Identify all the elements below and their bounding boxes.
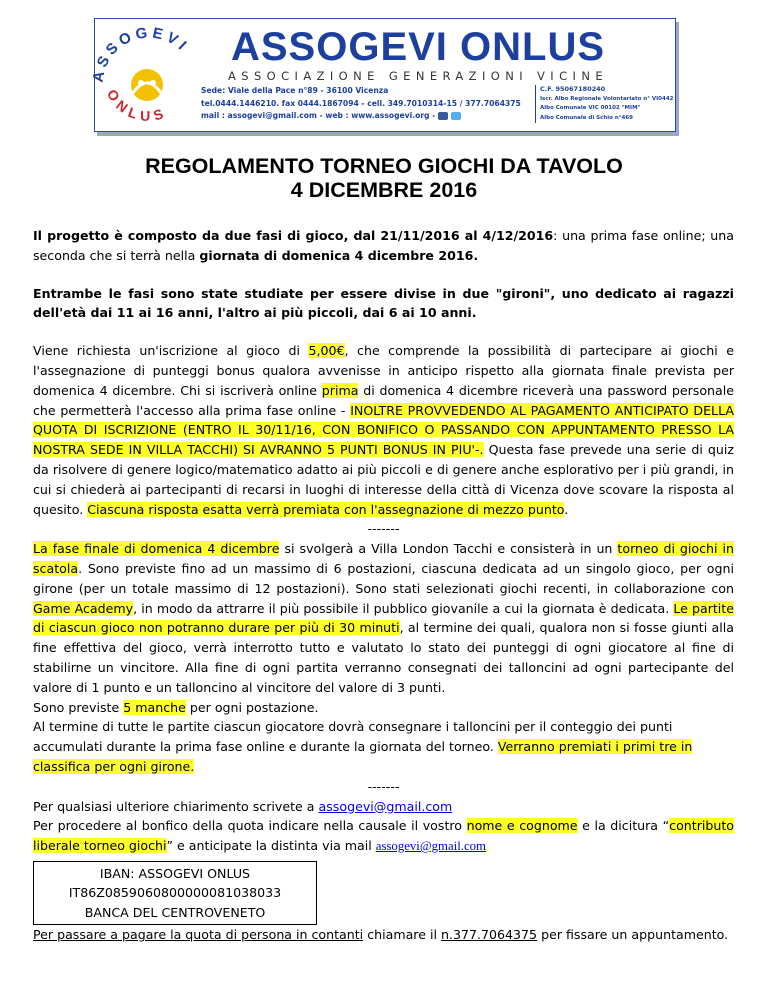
email-link[interactable]: assogevi@gmail.com <box>318 798 453 814</box>
tax-code: C.F. 95067180240 <box>540 85 606 93</box>
org-name: ASSOGEVI ONLUS <box>230 25 606 69</box>
iban-box <box>33 861 317 926</box>
twitter-icon[interactable] <box>451 112 461 120</box>
org-subtitle: ASSOCIAZIONE GENERAZIONI VICINE <box>227 69 608 83</box>
title-line-1: REGOLAMENTO TORNEO GIOCHI DA TAVOLO <box>145 154 623 178</box>
logo-arc-bottom-text: ONLUS <box>103 86 170 124</box>
registry-3: Albo Comunale di Schio n°469 <box>540 114 633 121</box>
address-line: Sede: Viale della Pace n°89 - 36100 Vicenza <box>201 86 389 95</box>
registry-1: Iscr. Albo Regionale Volontariato n° VI0442 <box>540 95 674 102</box>
logo-sun-icon <box>131 69 163 101</box>
document-body <box>33 226 734 945</box>
paragraph-final-phase: La fase finale di domenica 4 dicembre si svolgerà a Villa London Tacchi e consisterà in un torneo di giochi in scatola. Sono previste fino ad un massimo di 6 postazioni, ciascuna dedicata ad un singolo gioco, per ogni girone (per un totale massimo di 12 postazioni). Sono stati selezionati giochi recenti, in collaborazione con Game Academy, in modo da attrarre il più possibile il pubblico giovanile a cui la giornata è dedicata. Le partite di ciascun gioco non potranno durare per più di 30 minuti, al termine dei quali, qualora non si fosse giunti alla fine effettiva del gioco, verrà interrotto tutto e valutato lo stato dei punteggi di ogni giocatore al fine di stabilirne un vincitore. Alla fine di ogni partita verranno consegnati dei talloncini ad ogni partecipante del valore di 1 punto e un talloncino al vincitore del valore di 3 punti. <box>33 541 735 695</box>
paragraph-manche: Sono previste 5 manche per ogni postazione. <box>33 699 319 715</box>
registry-info <box>535 85 680 123</box>
paragraph-phases: Il progetto è composto da due fasi di gioco, dal 21/11/2016 al 4/12/2016: una prima fase online; una seconda che si terrà nella giornata di domenica 4 dicembre 2016. <box>33 228 734 263</box>
paragraph-awards: Al termine di tutte le partite ciascun giocatore dovrà consegnare i talloncini per il conteggio dei punti accumulati durante la prima fase online e durante la giornata del torneo. Verranno premiati i primi tre in classifica per ogni girone. <box>33 719 693 774</box>
page-title <box>0 154 768 202</box>
paragraph-contact: Per qualsiasi ulteriore chiarimento scrivete a assogevi@gmail.com <box>33 798 453 814</box>
phone-number: n.377.7064375 <box>440 927 538 943</box>
paragraph-transfer: Per procedere al bonfico della quota indicare nella causale il vostro nome e cognome e la dicitura “contributo liberale torneo giochi” e anticipate la distinta via mail assogevi@gmail.com <box>33 818 734 854</box>
logo-arc-top-text: ASSOGEVI <box>89 24 193 84</box>
facebook-icon[interactable] <box>438 112 448 120</box>
iban-bank: BANCA DEL CENTROVENETO <box>84 904 266 920</box>
web-line <box>201 110 531 123</box>
contacts <box>201 85 531 123</box>
title-line-2: 4 DICEMBRE 2016 <box>290 178 478 202</box>
separator: ------- <box>367 521 400 537</box>
assogevi-logo <box>89 23 211 127</box>
paragraph-registration: Viene richiesta un'iscrizione al gioco di 5,00€, che comprende la possibilità di partecipare ai giochi e l'assegnazione di punteggi bonus qualora avvenisse in anticipo rispetto alla giornata finale prevista per domenica 4 dicembre. Chi si iscriverà online prima di domenica 4 dicembre riceverà una password personale che permetterà l'accesso alla prima fase online - INOLTRE PROVVEDENDO AL PAGAMENTO ANTICIPATO DELLA QUOTA DI ISCRIZIONE (ENTRO IL 30/11/16, CON BONIFICO O PASSANDO CON APPUNTAMENTO PRESSO LA NOSTRA SEDE IN VILLA TACCHI) SI AVRANNO 5 PUNTI BONUS IN PIU'-. Questa fase prevede una serie di quiz da risolvere di genere logico/matematico adatto ai più piccoli e di genere anche esplorativo per i più grandi, in cui si chiederà ai partecipanti di recarsi in luoghi di interesse della città di Vicenza dove scovare la risposta al quesito. Ciascuna risposta esatta verrà premiata con l'assegnazione di mezzo punto. <box>33 343 735 517</box>
iban-code: IT86Z0859060800000081038033 <box>68 885 282 901</box>
letterhead <box>89 18 676 132</box>
phone-line: tel.0444.1446210. fax 0444.1867094 - cell. 349.7010314-15 / 377.7064375 <box>201 98 521 108</box>
paragraph-cash: Per passare a pagare la quota di persona in contanti chiamare il n.377.7064375 per fissare un appuntamento. <box>33 927 729 943</box>
paragraph-groups: Entrambe le fasi sono state studiate per essere divise in due "gironi", uno dedicato ai ragazzi dell'età dai 11 ai 16 anni, l'altro ai più piccoli, dai 6 ai 10 anni. <box>33 285 734 321</box>
iban-holder: IBAN: ASSOGEVI ONLUS <box>99 865 251 881</box>
email-link-2[interactable]: assogevi@gmail.com <box>375 839 487 854</box>
separator-2: ------- <box>367 778 400 794</box>
web-text: mail : assogevi@gmail.com - web : www.assogevi.org - <box>201 111 436 120</box>
registry-2: Albo Comunale VIC 00102 "MIM" <box>540 105 641 111</box>
